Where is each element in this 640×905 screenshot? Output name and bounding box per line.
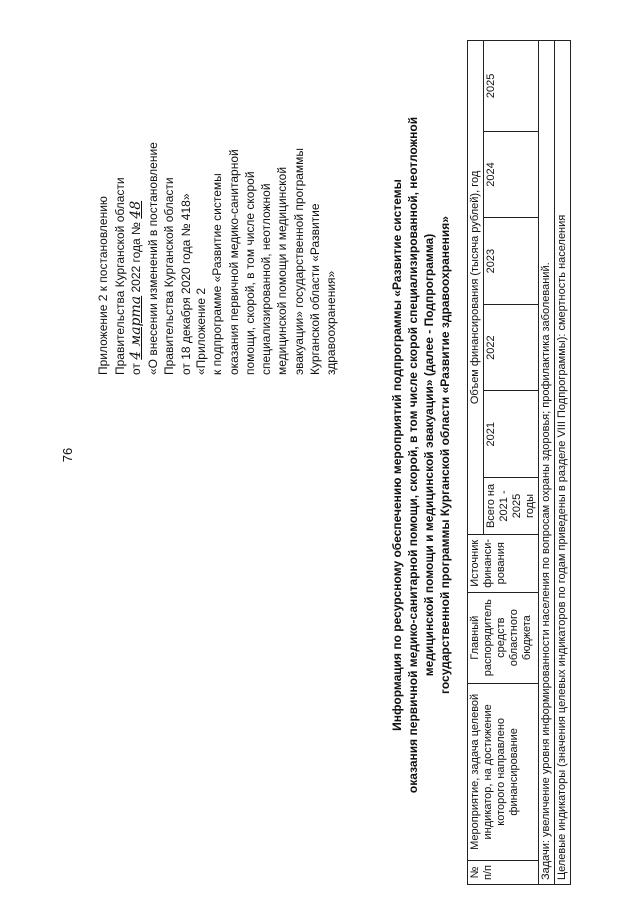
header-source: Источник финанси-рования xyxy=(468,534,539,592)
header-year-2025: 2025 xyxy=(484,41,539,132)
subprogram-appendix-reference xyxy=(193,45,340,375)
title-line: Информация по ресурсному обеспечению мероприятий подпрограммы «Развитие системы xyxy=(390,179,404,731)
page-number: 76 xyxy=(60,447,75,463)
document-title xyxy=(389,55,453,855)
table-row xyxy=(539,41,555,885)
prilozhenie-line: здравоохранения» xyxy=(324,270,339,375)
appendix-line-4: «О внесении изменений в постановление xyxy=(145,142,160,375)
resource-table xyxy=(467,40,571,885)
rotated-page xyxy=(0,25,620,885)
prilozhenie-line: к подпрограмме «Развитие системы xyxy=(210,173,225,375)
header-funding-volume: Объем финансирования (тысяча рублей), год xyxy=(468,41,484,535)
header-number: № п/п xyxy=(468,861,539,885)
handwritten-date: 4 марта xyxy=(128,295,144,360)
prilozhenie-line: Курганской области «Развитие xyxy=(308,203,323,375)
title-line: медицинской помощи и медицинской эвакуации» (далее - Подпрограмма) xyxy=(422,233,436,677)
prilozhenie-line: специализированной, неотложной xyxy=(259,183,274,375)
handwritten-number: 48 xyxy=(128,200,144,219)
appendix-line-5: Правительства Курганской области xyxy=(162,177,176,375)
table-row xyxy=(555,41,571,885)
header-year-2023: 2023 xyxy=(484,218,539,305)
indicator-row: Целевые индикаторы (значения целевых индикаторов по годам приведены в разделе VIII Подпрограммы): смертность населения xyxy=(555,41,571,885)
prilozhenie-line: эвакуации» государственной программы xyxy=(291,147,306,375)
appendix-year-text: 2022 года № xyxy=(129,222,143,293)
prilozhenie-line: медицинской помощи и медицинской xyxy=(275,166,290,375)
title-line: оказания первичной медико-санитарной помощи, скорой, в том числе скорой специализированной, неотложной xyxy=(406,116,420,794)
task-row: Задачи: увеличение уровня информированности населения по вопросам охраны здоровья; профилактика заболеваний. xyxy=(539,41,555,885)
header-event: Мероприятие, задача целевой индикатор, на достижение которого направлено финансирование xyxy=(468,683,539,860)
appendix-date-prefix: от xyxy=(129,363,143,375)
header-year-2024: 2024 xyxy=(484,131,539,218)
header-total: Всего на 2021 - 2025 годы xyxy=(484,478,539,535)
prilozhenie-line: оказания первичной медико-санитарной xyxy=(226,149,241,375)
appendix-line-1: Приложение 2 к постановлению xyxy=(96,196,110,375)
header-year-2022: 2022 xyxy=(484,304,539,391)
header-year-2021: 2021 xyxy=(484,391,539,478)
appendix-line-6: от 18 декабря 2020 года № 418» xyxy=(178,193,193,375)
appendix-line-3 xyxy=(128,35,145,375)
header-manager: Главный распорядитель средств областного бюджета xyxy=(468,592,539,683)
table-header-row xyxy=(468,41,484,885)
appendix-line-2: Правительства Курганской области xyxy=(112,177,127,375)
title-line: государственной программы Курганской области «Развитие здравоохранения» xyxy=(438,216,452,694)
appendix-reference xyxy=(95,35,194,375)
prilozhenie-line: «Приложение 2 xyxy=(194,287,208,375)
prilozhenie-line: помощи, скорой, в том числе скорой xyxy=(242,171,257,375)
